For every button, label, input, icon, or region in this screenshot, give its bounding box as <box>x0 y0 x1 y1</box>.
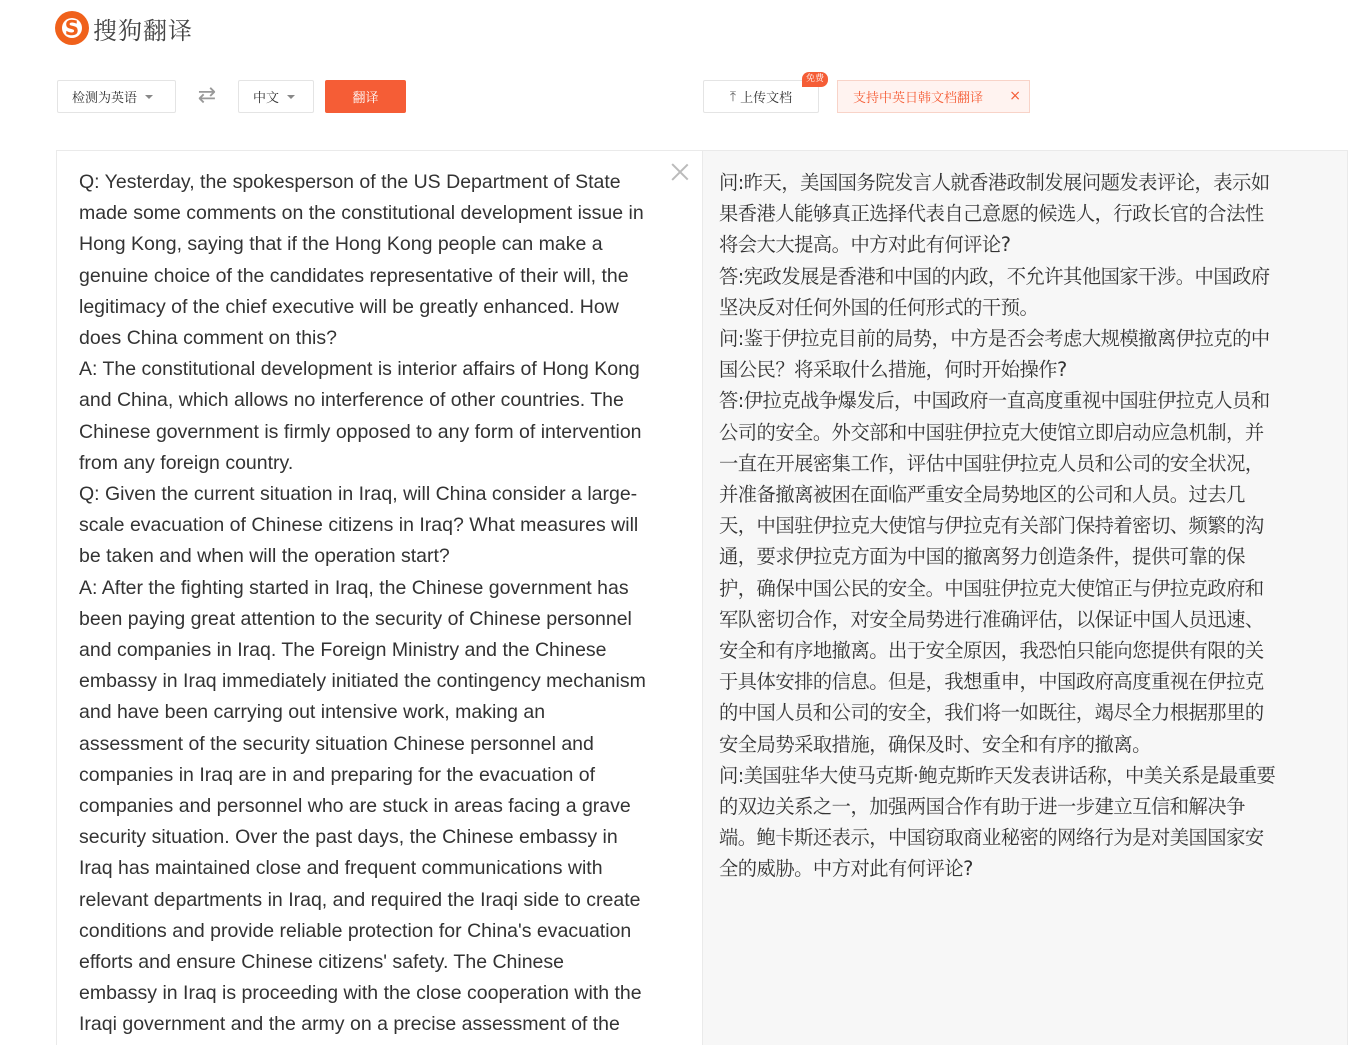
close-icon[interactable]: × <box>1009 88 1021 104</box>
source-line: Q: Yesterday, the spokesperson of the US Department of State <box>79 171 621 193</box>
target-line: 端。鲍卡斯还表示，中国窃取商业秘密的网络行为是对美国国家安 <box>719 826 1264 850</box>
target-line: 军队密切合作，对安全局势进行准确评估，以保证中国人员迅速、 <box>719 607 1264 631</box>
target-line: 答:宪政发展是香港和中国的内政，不允许其他国家干涉。中国政府 <box>719 264 1270 288</box>
source-line: assessment of the security situation Chinese personnel and <box>79 732 594 755</box>
target-language-select[interactable] <box>238 80 314 113</box>
chevron-down-icon <box>145 95 153 99</box>
target-line: 问:美国驻华大使马克斯·鲍克斯昨天发表讲话称，中美关系是最重要 <box>719 763 1276 787</box>
source-line: does China comment on this? <box>79 327 337 350</box>
source-line: Chinese government is firmly opposed to any form of intervention <box>79 420 642 443</box>
source-language-select[interactable] <box>57 80 176 113</box>
translate-button[interactable]: 翻译 <box>325 80 406 113</box>
target-line: 果香港人能够真正选择代表自己意愿的候选人，行政长官的合法性 <box>719 202 1264 226</box>
target-line: 于具体安排的信息。但是，我想重申，中国政府高度重视在伊拉克 <box>719 670 1264 694</box>
source-line: companies in Iraq are in and preparing for the evacuation of <box>79 763 595 786</box>
target-line: 一直在开展密集工作，评估中国驻伊拉克人员和公司的安全状况， <box>719 451 1264 475</box>
source-line: genuine choice of the candidates representative of their will, the <box>79 264 629 287</box>
source-line: Hong Kong, saying that if the Hong Kong people can make a <box>79 233 603 256</box>
source-line: A: The constitutional development is interior affairs of Hong Kong <box>79 358 640 381</box>
source-line: security situation. Over the past days, the Chinese embassy in <box>79 826 618 849</box>
app-title: 搜狗翻译 <box>93 16 193 45</box>
source-line: and China, which allows no interference of other countries. The <box>79 389 624 412</box>
target-line: 的双边关系之一，加强两国合作有助于进一步建立互信和解决争 <box>719 795 1245 819</box>
upload-icon: ⤒ <box>729 88 737 105</box>
target-line: 的中国人员和公司的安全，我们将一如既往，竭尽全力根据那里的 <box>719 701 1264 725</box>
target-line: 天，中国驻伊拉克大使馆与伊拉克有关部门保持着密切、频繁的沟 <box>719 514 1264 538</box>
target-text-panel <box>702 150 1348 1045</box>
source-line: been paying great attention to the security of Chinese personnel <box>79 607 632 630</box>
source-line: companies and personnel who are stuck in areas facing a grave <box>79 795 631 818</box>
target-line: 答:伊拉克战争爆发后，中国政府一直高度重视中国驻伊拉克人员和 <box>719 389 1270 413</box>
source-line: be taken and when will the operation start? <box>79 545 450 568</box>
source-line: from any foreign country. <box>79 451 294 474</box>
target-line: 全的威胁。中方对此有何评论? <box>719 857 973 881</box>
target-line: 并准备撤离被困在面临严重安全局势地区的公司和人员。过去几 <box>719 483 1245 507</box>
promo-text: 支持中英日韩文档翻译 <box>853 91 984 106</box>
translation-output <box>719 167 1331 885</box>
source-line: and companies in Iraq. The Foreign Ministry and the Chinese <box>79 639 607 662</box>
source-text-panel[interactable] <box>56 150 703 1045</box>
source-line: scale evacuation of Chinese citizens in Iraq? What measures will <box>79 514 639 537</box>
source-line: made some comments on the constitutional development issue in <box>79 202 644 225</box>
target-line: 将会大大提高。中方对此有何评论? <box>719 233 1011 257</box>
sogou-logo-icon <box>55 11 89 45</box>
swap-arrows-icon[interactable]: ⇄ <box>197 83 217 108</box>
target-line: 坚决反对任何外国的任何形式的干预。 <box>719 295 1039 319</box>
source-line: Iraqi government and the army on a precise assessment of the <box>79 1013 620 1036</box>
source-line: legitimacy of the chief executive will be greatly enhanced. How <box>79 295 619 318</box>
target-line: 问:昨天，美国国务院发言人就香港政制发展问题发表评论，表示如 <box>719 171 1270 194</box>
source-line: Iraq has maintained close and frequent communications with <box>79 857 603 880</box>
source-line: and have been carrying out intensive work, making an <box>79 701 546 724</box>
clear-icon[interactable] <box>669 161 691 183</box>
document-translation-promo[interactable] <box>837 80 1030 113</box>
source-line: Q: Given the current situation in Iraq, will China consider a large- <box>79 483 638 506</box>
target-line: 通，要求伊拉克方面为中国的撤离努力创造条件，提供可靠的保 <box>719 545 1245 569</box>
source-line: relevant departments in Iraq, and required the Iraqi side to create <box>79 888 641 911</box>
source-line: conditions and provide reliable protection for China's evacuation <box>79 919 632 942</box>
target-language-label: 中文 <box>253 91 280 106</box>
target-line: 问:鉴于伊拉克目前的局势，中方是否会考虑大规模撤离伊拉克的中 <box>719 327 1270 351</box>
source-text-input[interactable] <box>79 167 669 1041</box>
target-line: 国公民？将采取什么措施，何时开始操作? <box>719 358 1067 382</box>
source-line: embassy in Iraq is proceeding with the close cooperation with the <box>79 982 642 1005</box>
target-line: 安全局势采取措施，确保及时、安全和有序的撤离。 <box>719 732 1151 756</box>
target-line: 安全和有序地撤离。出于安全原因，我恐怕只能向您提供有限的关 <box>719 639 1264 663</box>
chevron-down-icon <box>287 95 295 99</box>
source-line: efforts and ensure Chinese citizens' safety. The Chinese <box>79 951 564 974</box>
target-line: 公司的安全。外交部和中国驻伊拉克大使馆立即启动应急机制，并 <box>719 420 1264 444</box>
source-line: embassy in Iraq immediately initiated the contingency mechanism <box>79 670 646 693</box>
upload-document-label: 上传文档 <box>740 91 793 106</box>
free-badge: 免费 <box>802 72 828 87</box>
target-line: 护，确保中国公民的安全。中国驻伊拉克大使馆正与伊拉克政府和 <box>719 576 1264 600</box>
source-line: A: After the fighting started in Iraq, the Chinese government has <box>79 576 629 599</box>
source-language-label: 检测为英语 <box>72 91 138 106</box>
sogou-logo[interactable] <box>55 10 193 46</box>
